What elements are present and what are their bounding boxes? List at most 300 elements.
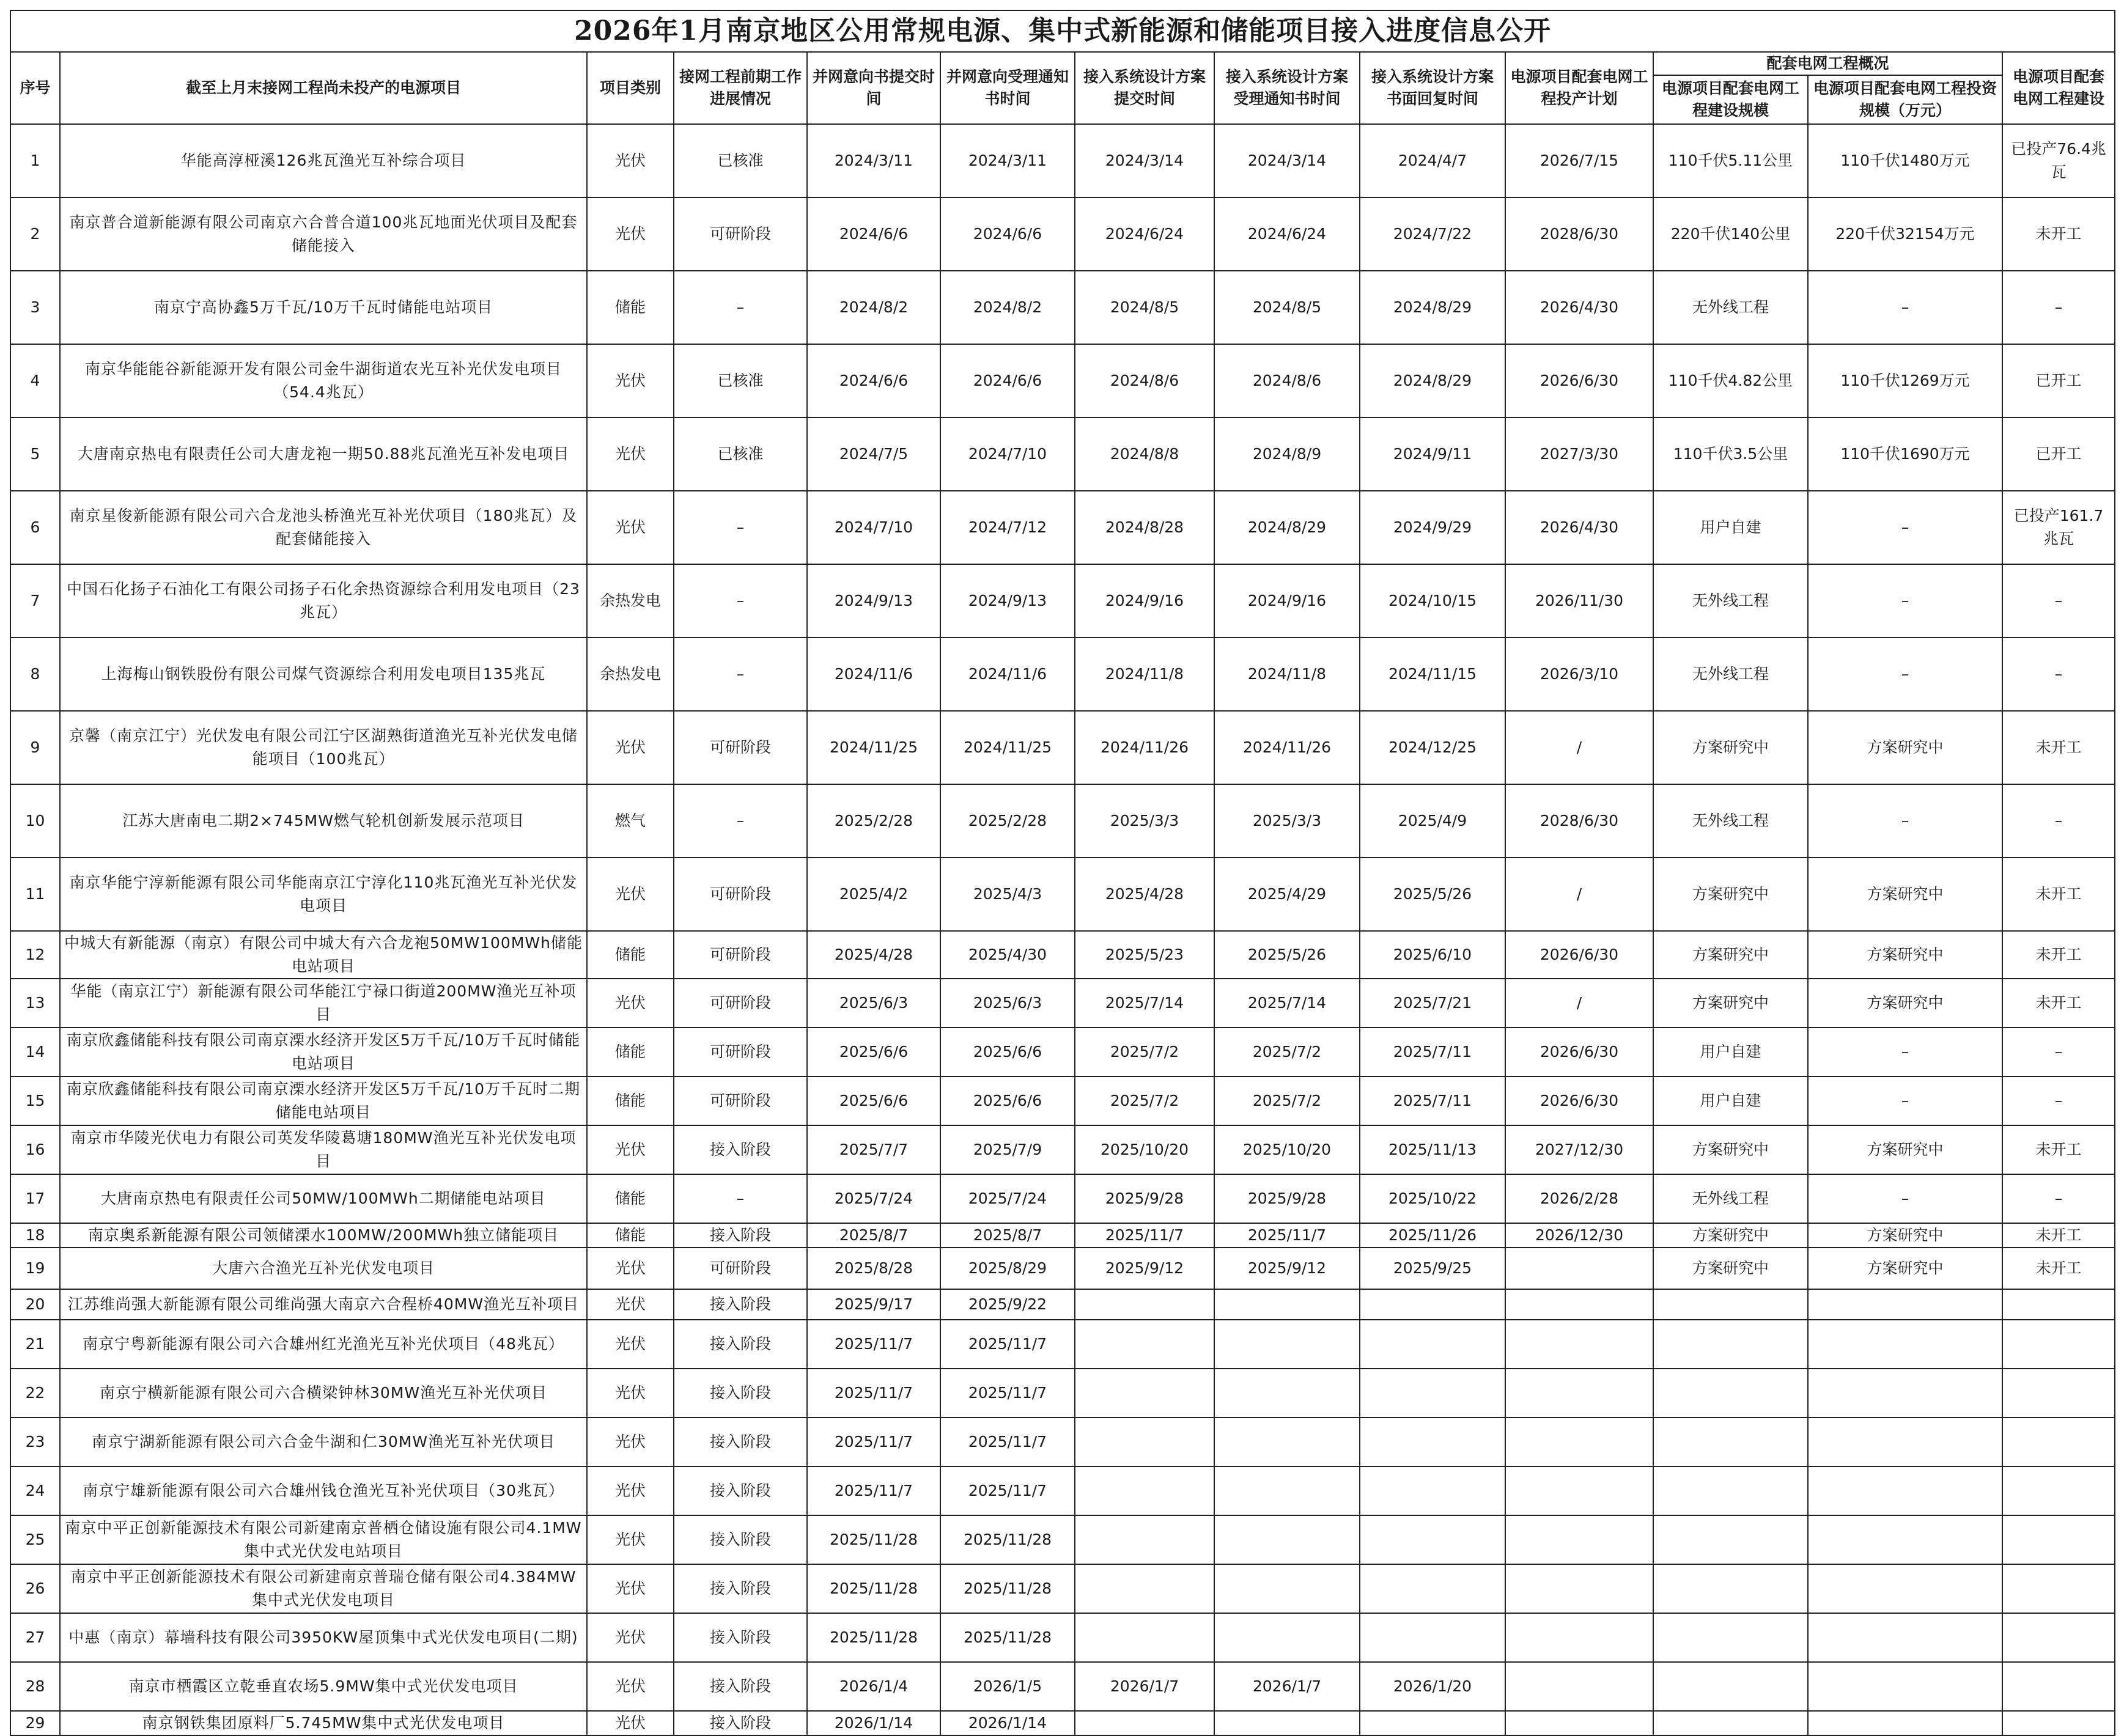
cell-grid-plan — [1505, 1613, 1653, 1662]
header-project-type: 项目类别 — [587, 52, 674, 124]
cell-project-name: 江苏维尚强大新能源有限公司维尚强大南京六合程桥40MW渔光互补项目 — [60, 1289, 587, 1320]
cell-grid-construction-status: 未开工 — [2002, 197, 2115, 271]
table-row — [10, 1320, 2115, 1369]
cell-design-submit-time — [1075, 1369, 1214, 1418]
cell-design-reply-time: 2024/9/29 — [1360, 491, 1505, 564]
cell-design-submit-time — [1075, 1613, 1214, 1662]
cell-grid-scale — [1653, 1711, 1808, 1735]
cell-design-reply-time: 2025/7/21 — [1360, 979, 1505, 1028]
cell-grid-investment — [1808, 1466, 2002, 1515]
cell-grid-scale: 110千伏3.5公里 — [1653, 417, 1808, 491]
cell-design-submit-time: 2025/7/2 — [1075, 1076, 1214, 1125]
header-intent-accept-time: 并网意向受理通知书时间 — [940, 52, 1075, 124]
cell-prework-progress: – — [674, 564, 807, 638]
cell-grid-scale: 110千伏5.11公里 — [1653, 124, 1808, 197]
table-row — [10, 1564, 2115, 1613]
cell-prework-progress: 接入阶段 — [674, 1515, 807, 1564]
cell-design-reply-time — [1360, 1418, 1505, 1466]
cell-no: 25 — [10, 1515, 60, 1564]
header-project-name: 截至上月末接网工程尚未投产的电源项目 — [60, 52, 587, 124]
cell-intent-accept-time: 2026/1/5 — [940, 1662, 1075, 1711]
cell-grid-construction-status — [2002, 1466, 2115, 1515]
cell-design-submit-time — [1075, 1289, 1214, 1320]
cell-intent-submit-time: 2025/4/28 — [807, 931, 940, 979]
cell-intent-accept-time: 2024/11/25 — [940, 711, 1075, 784]
cell-project-name: 大唐六合渔光互补光伏发电项目 — [60, 1248, 587, 1289]
cell-intent-accept-time: 2024/6/6 — [940, 344, 1075, 417]
cell-grid-scale: 用户自建 — [1653, 1076, 1808, 1125]
cell-intent-accept-time: 2025/8/29 — [940, 1248, 1075, 1289]
cell-intent-submit-time: 2025/8/7 — [807, 1223, 940, 1248]
cell-design-submit-time: 2025/11/7 — [1075, 1223, 1214, 1248]
cell-no: 11 — [10, 858, 60, 931]
cell-design-reply-time: 2024/12/25 — [1360, 711, 1505, 784]
cell-no: 26 — [10, 1564, 60, 1613]
cell-grid-scale: 无外线工程 — [1653, 271, 1808, 344]
cell-grid-investment: 方案研究中 — [1808, 931, 2002, 979]
cell-intent-submit-time: 2025/8/28 — [807, 1248, 940, 1289]
cell-grid-plan — [1505, 1248, 1653, 1289]
cell-intent-submit-time: 2025/11/7 — [807, 1369, 940, 1418]
cell-grid-plan — [1505, 1289, 1653, 1320]
table-row — [10, 1028, 2115, 1076]
cell-grid-investment — [1808, 1515, 2002, 1564]
table-row — [10, 638, 2115, 711]
cell-intent-submit-time: 2025/11/28 — [807, 1515, 940, 1564]
cell-project-type: 储能 — [587, 1223, 674, 1248]
cell-grid-construction-status: – — [2002, 784, 2115, 858]
cell-grid-plan: 2026/11/30 — [1505, 564, 1653, 638]
cell-design-reply-time — [1360, 1613, 1505, 1662]
header-design-reply-time: 接入系统设计方案书面回复时间 — [1360, 52, 1505, 124]
cell-project-name: 南京星俊新能源有限公司六合龙池头桥渔光互补光伏项目（180兆瓦）及配套储能接入 — [60, 491, 587, 564]
cell-project-type: 光伏 — [587, 417, 674, 491]
cell-grid-plan: / — [1505, 711, 1653, 784]
table-row — [10, 1515, 2115, 1564]
cell-grid-investment: 方案研究中 — [1808, 711, 2002, 784]
cell-grid-plan: / — [1505, 858, 1653, 931]
cell-project-type: 储能 — [587, 271, 674, 344]
cell-grid-construction-status: – — [2002, 1076, 2115, 1125]
cell-grid-scale: 方案研究中 — [1653, 1223, 1808, 1248]
cell-project-type: 储能 — [587, 1174, 674, 1223]
table-row — [10, 1174, 2115, 1223]
cell-grid-construction-status: – — [2002, 271, 2115, 344]
cell-grid-scale: 用户自建 — [1653, 1028, 1808, 1076]
cell-design-submit-time: 2025/3/3 — [1075, 784, 1214, 858]
cell-project-name: 大唐南京热电有限责任公司50MW/100MWh二期储能电站项目 — [60, 1174, 587, 1223]
cell-project-name: 南京宁雄新能源有限公司六合雄州钱仓渔光互补光伏项目（30兆瓦） — [60, 1466, 587, 1515]
cell-prework-progress: 接入阶段 — [674, 1320, 807, 1369]
cell-grid-investment: 220千伏32154万元 — [1808, 197, 2002, 271]
cell-project-type: 光伏 — [587, 1613, 674, 1662]
cell-prework-progress: 接入阶段 — [674, 1418, 807, 1466]
cell-project-name: 华能（南京江宁）新能源有限公司华能江宁禄口街道200MW渔光互补项目 — [60, 979, 587, 1028]
cell-grid-investment: 110千伏1269万元 — [1808, 344, 2002, 417]
cell-grid-scale — [1653, 1515, 1808, 1564]
cell-grid-investment: – — [1808, 271, 2002, 344]
cell-project-name: 上海梅山钢铁股份有限公司煤气资源综合利用发电项目135兆瓦 — [60, 638, 587, 711]
cell-design-reply-time: 2024/8/29 — [1360, 344, 1505, 417]
cell-prework-progress: 可研阶段 — [674, 1028, 807, 1076]
cell-design-reply-time: 2025/5/26 — [1360, 858, 1505, 931]
cell-design-accept-time: 2024/11/26 — [1214, 711, 1360, 784]
table-row — [10, 1076, 2115, 1125]
cell-project-type: 储能 — [587, 1028, 674, 1076]
cell-no: 19 — [10, 1248, 60, 1289]
cell-grid-construction-status: – — [2002, 564, 2115, 638]
cell-design-accept-time: 2024/8/9 — [1214, 417, 1360, 491]
cell-prework-progress: 可研阶段 — [674, 711, 807, 784]
cell-prework-progress: 接入阶段 — [674, 1711, 807, 1735]
cell-project-type: 光伏 — [587, 711, 674, 784]
cell-grid-plan: 2026/12/30 — [1505, 1223, 1653, 1248]
table-row — [10, 564, 2115, 638]
cell-no: 24 — [10, 1466, 60, 1515]
cell-design-reply-time — [1360, 1289, 1505, 1320]
cell-design-submit-time — [1075, 1515, 1214, 1564]
cell-design-submit-time: 2025/4/28 — [1075, 858, 1214, 931]
cell-intent-submit-time: 2025/9/17 — [807, 1289, 940, 1320]
cell-intent-accept-time: 2025/11/7 — [940, 1466, 1075, 1515]
cell-grid-investment: – — [1808, 491, 2002, 564]
cell-prework-progress: 已核准 — [674, 344, 807, 417]
cell-grid-construction-status — [2002, 1320, 2115, 1369]
cell-no: 8 — [10, 638, 60, 711]
cell-grid-investment — [1808, 1711, 2002, 1735]
cell-design-accept-time — [1214, 1613, 1360, 1662]
cell-project-type: 光伏 — [587, 124, 674, 197]
cell-design-submit-time: 2024/8/6 — [1075, 344, 1214, 417]
cell-grid-construction-status: 未开工 — [2002, 1248, 2115, 1289]
cell-grid-investment: 110千伏1690万元 — [1808, 417, 2002, 491]
cell-grid-scale — [1653, 1662, 1808, 1711]
cell-grid-scale: 方案研究中 — [1653, 1248, 1808, 1289]
table-row — [10, 271, 2115, 344]
cell-project-name: 南京中平正创新能源技术有限公司新建南京普瑞仓储有限公司4.384MW集中式光伏发电项目 — [60, 1564, 587, 1613]
table-row — [10, 1662, 2115, 1711]
cell-intent-submit-time: 2025/6/6 — [807, 1076, 940, 1125]
cell-grid-investment — [1808, 1564, 2002, 1613]
cell-no: 7 — [10, 564, 60, 638]
cell-design-submit-time: 2024/8/28 — [1075, 491, 1214, 564]
cell-grid-scale — [1653, 1613, 1808, 1662]
header-design-submit-time: 接入系统设计方案提交时间 — [1075, 52, 1214, 124]
cell-design-accept-time: 2024/6/24 — [1214, 197, 1360, 271]
cell-grid-construction-status: 未开工 — [2002, 1223, 2115, 1248]
cell-design-reply-time — [1360, 1711, 1505, 1735]
table-row — [10, 344, 2115, 417]
cell-project-type: 光伏 — [587, 1248, 674, 1289]
cell-grid-investment: 方案研究中 — [1808, 1125, 2002, 1174]
cell-intent-accept-time: 2025/11/7 — [940, 1369, 1075, 1418]
cell-grid-construction-status: 已开工 — [2002, 417, 2115, 491]
cell-project-type: 储能 — [587, 931, 674, 979]
cell-no: 17 — [10, 1174, 60, 1223]
header-grid-investment: 电源项目配套电网工程投资规模（万元） — [1808, 75, 2002, 124]
cell-project-type: 燃气 — [587, 784, 674, 858]
cell-intent-submit-time: 2025/6/3 — [807, 979, 940, 1028]
cell-design-accept-time: 2025/7/14 — [1214, 979, 1360, 1028]
cell-intent-submit-time: 2025/7/24 — [807, 1174, 940, 1223]
cell-prework-progress: 可研阶段 — [674, 1248, 807, 1289]
cell-no: 28 — [10, 1662, 60, 1711]
cell-design-accept-time: 2024/9/16 — [1214, 564, 1360, 638]
cell-grid-scale: 方案研究中 — [1653, 1125, 1808, 1174]
cell-project-type: 余热发电 — [587, 564, 674, 638]
cell-project-name: 南京钢铁集团原料厂5.745MW集中式光伏发电项目 — [60, 1711, 587, 1735]
cell-project-type: 光伏 — [587, 197, 674, 271]
cell-intent-accept-time: 2025/2/28 — [940, 784, 1075, 858]
cell-prework-progress: 可研阶段 — [674, 931, 807, 979]
cell-project-name: 南京宁横新能源有限公司六合横梁钟林30MW渔光互补光伏项目 — [60, 1369, 587, 1418]
table-row — [10, 979, 2115, 1028]
cell-prework-progress: 接入阶段 — [674, 1223, 807, 1248]
cell-project-type: 光伏 — [587, 1369, 674, 1418]
cell-grid-investment: – — [1808, 1174, 2002, 1223]
cell-project-type: 光伏 — [587, 1466, 674, 1515]
cell-intent-accept-time: 2025/6/6 — [940, 1076, 1075, 1125]
table-row — [10, 124, 2115, 197]
cell-intent-submit-time: 2025/11/28 — [807, 1564, 940, 1613]
cell-design-submit-time — [1075, 1320, 1214, 1369]
cell-grid-construction-status: 已投产161.7兆瓦 — [2002, 491, 2115, 564]
cell-grid-construction-status: 未开工 — [2002, 931, 2115, 979]
cell-project-type: 光伏 — [587, 344, 674, 417]
cell-grid-construction-status — [2002, 1711, 2115, 1735]
cell-project-name: 南京华能宁淳新能源有限公司华能南京江宁淳化110兆瓦渔光互补光伏发电项目 — [60, 858, 587, 931]
cell-no: 12 — [10, 931, 60, 979]
cell-design-submit-time: 2025/10/20 — [1075, 1125, 1214, 1174]
cell-project-name: 华能高淳桠溪126兆瓦渔光互补综合项目 — [60, 124, 587, 197]
cell-prework-progress: 可研阶段 — [674, 197, 807, 271]
cell-intent-submit-time: 2024/7/5 — [807, 417, 940, 491]
table-row — [10, 1613, 2115, 1662]
cell-intent-accept-time: 2025/4/30 — [940, 931, 1075, 979]
cell-grid-scale — [1653, 1564, 1808, 1613]
cell-design-reply-time: 2025/4/9 — [1360, 784, 1505, 858]
cell-grid-plan: 2026/6/30 — [1505, 344, 1653, 417]
cell-project-name: 中惠（南京）幕墙科技有限公司3950KW屋顶集中式光伏发电项目(二期) — [60, 1613, 587, 1662]
cell-intent-submit-time: 2024/6/6 — [807, 344, 940, 417]
cell-design-accept-time: 2025/4/29 — [1214, 858, 1360, 931]
cell-design-submit-time — [1075, 1711, 1214, 1735]
table-row — [10, 858, 2115, 931]
cell-project-name: 南京宁湖新能源有限公司六合金牛湖和仁30MW渔光互补光伏项目 — [60, 1418, 587, 1466]
cell-project-name: 南京欣鑫储能科技有限公司南京溧水经济开发区5万千瓦/10万千瓦时储能电站项目 — [60, 1028, 587, 1076]
cell-intent-submit-time: 2024/11/25 — [807, 711, 940, 784]
cell-design-reply-time: 2024/10/15 — [1360, 564, 1505, 638]
table-row — [10, 197, 2115, 271]
cell-design-reply-time: 2024/11/15 — [1360, 638, 1505, 711]
cell-design-accept-time — [1214, 1564, 1360, 1613]
cell-project-type: 光伏 — [587, 1564, 674, 1613]
table-row — [10, 784, 2115, 858]
cell-project-name: 南京华能能谷新能源开发有限公司金牛湖街道农光互补光伏发电项目（54.4兆瓦） — [60, 344, 587, 417]
cell-grid-investment: 方案研究中 — [1808, 979, 2002, 1028]
cell-intent-accept-time: 2025/11/7 — [940, 1320, 1075, 1369]
cell-design-submit-time: 2024/3/14 — [1075, 124, 1214, 197]
cell-project-type: 光伏 — [587, 1662, 674, 1711]
cell-design-accept-time: 2024/11/8 — [1214, 638, 1360, 711]
cell-design-reply-time: 2024/9/11 — [1360, 417, 1505, 491]
cell-intent-accept-time: 2024/8/2 — [940, 271, 1075, 344]
cell-design-submit-time: 2025/7/2 — [1075, 1028, 1214, 1076]
cell-prework-progress: 可研阶段 — [674, 1076, 807, 1125]
cell-no: 29 — [10, 1711, 60, 1735]
cell-grid-construction-status: – — [2002, 638, 2115, 711]
cell-prework-progress: 接入阶段 — [674, 1466, 807, 1515]
cell-project-name: 南京欣鑫储能科技有限公司南京溧水经济开发区5万千瓦/10万千瓦时二期储能电站项目 — [60, 1076, 587, 1125]
cell-design-reply-time — [1360, 1369, 1505, 1418]
cell-intent-accept-time: 2025/4/3 — [940, 858, 1075, 931]
cell-project-name: 南京宁粤新能源有限公司六合雄州红光渔光互补光伏项目（48兆瓦） — [60, 1320, 587, 1369]
cell-grid-construction-status — [2002, 1369, 2115, 1418]
header-grid-scale: 电源项目配套电网工程建设规模 — [1653, 75, 1808, 124]
cell-grid-plan — [1505, 1711, 1653, 1735]
cell-design-reply-time — [1360, 1320, 1505, 1369]
header-no: 序号 — [10, 52, 60, 124]
cell-no: 27 — [10, 1613, 60, 1662]
cell-intent-accept-time: 2025/11/28 — [940, 1613, 1075, 1662]
cell-grid-construction-status — [2002, 1289, 2115, 1320]
cell-grid-plan: / — [1505, 979, 1653, 1028]
cell-grid-investment: 方案研究中 — [1808, 1223, 2002, 1248]
cell-intent-accept-time: 2024/11/6 — [940, 638, 1075, 711]
cell-intent-accept-time: 2024/3/11 — [940, 124, 1075, 197]
cell-grid-plan — [1505, 1320, 1653, 1369]
cell-design-submit-time: 2024/8/8 — [1075, 417, 1214, 491]
cell-grid-investment — [1808, 1418, 2002, 1466]
cell-project-type: 光伏 — [587, 858, 674, 931]
cell-grid-scale: 无外线工程 — [1653, 784, 1808, 858]
cell-no: 18 — [10, 1223, 60, 1248]
cell-intent-accept-time: 2025/9/22 — [940, 1289, 1075, 1320]
cell-grid-scale: 110千伏4.82公里 — [1653, 344, 1808, 417]
cell-prework-progress: 可研阶段 — [674, 858, 807, 931]
cell-intent-submit-time: 2025/11/7 — [807, 1320, 940, 1369]
cell-grid-construction-status: 未开工 — [2002, 711, 2115, 784]
cell-grid-scale: 用户自建 — [1653, 491, 1808, 564]
cell-no: 16 — [10, 1125, 60, 1174]
cell-project-name: 南京市华陵光伏电力有限公司英发华陵葛塘180MW渔光互补光伏发电项目 — [60, 1125, 587, 1174]
cell-project-name: 中国石化扬子石油化工有限公司扬子石化余热资源综合利用发电项目（23兆瓦） — [60, 564, 587, 638]
table-row — [10, 1711, 2115, 1735]
cell-intent-accept-time: 2025/6/6 — [940, 1028, 1075, 1076]
cell-project-type: 余热发电 — [587, 638, 674, 711]
cell-design-accept-time: 2024/8/29 — [1214, 491, 1360, 564]
cell-no: 14 — [10, 1028, 60, 1076]
cell-intent-submit-time: 2026/1/14 — [807, 1711, 940, 1735]
cell-grid-investment — [1808, 1369, 2002, 1418]
cell-no: 15 — [10, 1076, 60, 1125]
table-row — [10, 1289, 2115, 1320]
cell-design-accept-time — [1214, 1369, 1360, 1418]
cell-project-type: 光伏 — [587, 491, 674, 564]
cell-grid-scale — [1653, 1466, 1808, 1515]
cell-project-name: 南京宁高协鑫5万千瓦/10万千瓦时储能电站项目 — [60, 271, 587, 344]
table-row — [10, 931, 2115, 979]
cell-design-accept-time: 2025/7/2 — [1214, 1076, 1360, 1125]
cell-grid-plan: 2026/2/28 — [1505, 1174, 1653, 1223]
cell-grid-plan: 2028/6/30 — [1505, 784, 1653, 858]
cell-project-type: 光伏 — [587, 1515, 674, 1564]
header-grid-overview-group: 配套电网工程概况 — [1653, 52, 2002, 75]
cell-design-reply-time — [1360, 1515, 1505, 1564]
cell-no: 10 — [10, 784, 60, 858]
cell-no: 20 — [10, 1289, 60, 1320]
cell-design-accept-time — [1214, 1515, 1360, 1564]
cell-prework-progress: 接入阶段 — [674, 1662, 807, 1711]
cell-design-accept-time — [1214, 1418, 1360, 1466]
cell-design-reply-time: 2025/7/11 — [1360, 1028, 1505, 1076]
cell-intent-submit-time: 2024/6/6 — [807, 197, 940, 271]
cell-design-reply-time: 2025/9/25 — [1360, 1248, 1505, 1289]
cell-no: 6 — [10, 491, 60, 564]
cell-no: 2 — [10, 197, 60, 271]
cell-grid-investment: – — [1808, 638, 2002, 711]
cell-grid-construction-status: 已投产76.4兆瓦 — [2002, 124, 2115, 197]
cell-project-type: 光伏 — [587, 1125, 674, 1174]
header-grid-plan: 电源项目配套电网工程投产计划 — [1505, 52, 1653, 124]
cell-design-submit-time: 2025/5/23 — [1075, 931, 1214, 979]
cell-no: 9 — [10, 711, 60, 784]
cell-grid-scale: 方案研究中 — [1653, 858, 1808, 931]
cell-project-name: 江苏大唐南电二期2×745MW燃气轮机创新发展示范项目 — [60, 784, 587, 858]
cell-design-accept-time — [1214, 1320, 1360, 1369]
cell-grid-scale — [1653, 1369, 1808, 1418]
cell-prework-progress: – — [674, 638, 807, 711]
cell-no: 22 — [10, 1369, 60, 1418]
cell-project-type: 储能 — [587, 1076, 674, 1125]
table-body — [10, 124, 2115, 1735]
cell-design-reply-time: 2025/11/26 — [1360, 1223, 1505, 1248]
cell-project-name: 中城大有新能源（南京）有限公司中城大有六合龙袍50MW100MWh储能电站项目 — [60, 931, 587, 979]
cell-grid-investment: 方案研究中 — [1808, 1248, 2002, 1289]
cell-design-accept-time: 2024/8/6 — [1214, 344, 1360, 417]
cell-design-accept-time: 2025/5/26 — [1214, 931, 1360, 979]
cell-design-submit-time — [1075, 1466, 1214, 1515]
cell-design-reply-time: 2025/10/22 — [1360, 1174, 1505, 1223]
cell-grid-investment — [1808, 1662, 2002, 1711]
cell-intent-accept-time: 2025/7/24 — [940, 1174, 1075, 1223]
table-row — [10, 1125, 2115, 1174]
table-row — [10, 1369, 2115, 1418]
cell-grid-investment: – — [1808, 564, 2002, 638]
cell-grid-scale: 方案研究中 — [1653, 979, 1808, 1028]
cell-design-submit-time — [1075, 1564, 1214, 1613]
cell-design-accept-time: 2025/10/20 — [1214, 1125, 1360, 1174]
cell-design-reply-time: 2025/7/11 — [1360, 1076, 1505, 1125]
cell-grid-construction-status — [2002, 1418, 2115, 1466]
cell-grid-investment: – — [1808, 784, 2002, 858]
cell-grid-plan: 2026/6/30 — [1505, 931, 1653, 979]
cell-prework-progress: 已核准 — [674, 124, 807, 197]
cell-prework-progress: 接入阶段 — [674, 1289, 807, 1320]
progress-table — [10, 10, 2115, 1736]
cell-grid-construction-status: 未开工 — [2002, 858, 2115, 931]
cell-intent-submit-time: 2025/11/28 — [807, 1613, 940, 1662]
cell-prework-progress: 接入阶段 — [674, 1613, 807, 1662]
cell-grid-construction-status: – — [2002, 1174, 2115, 1223]
cell-grid-construction-status: 未开工 — [2002, 1125, 2115, 1174]
cell-no: 21 — [10, 1320, 60, 1369]
cell-intent-submit-time: 2024/8/2 — [807, 271, 940, 344]
cell-grid-plan — [1505, 1564, 1653, 1613]
cell-intent-accept-time: 2024/9/13 — [940, 564, 1075, 638]
header-design-accept-time: 接入系统设计方案受理通知书时间 — [1214, 52, 1360, 124]
cell-grid-construction-status — [2002, 1662, 2115, 1711]
